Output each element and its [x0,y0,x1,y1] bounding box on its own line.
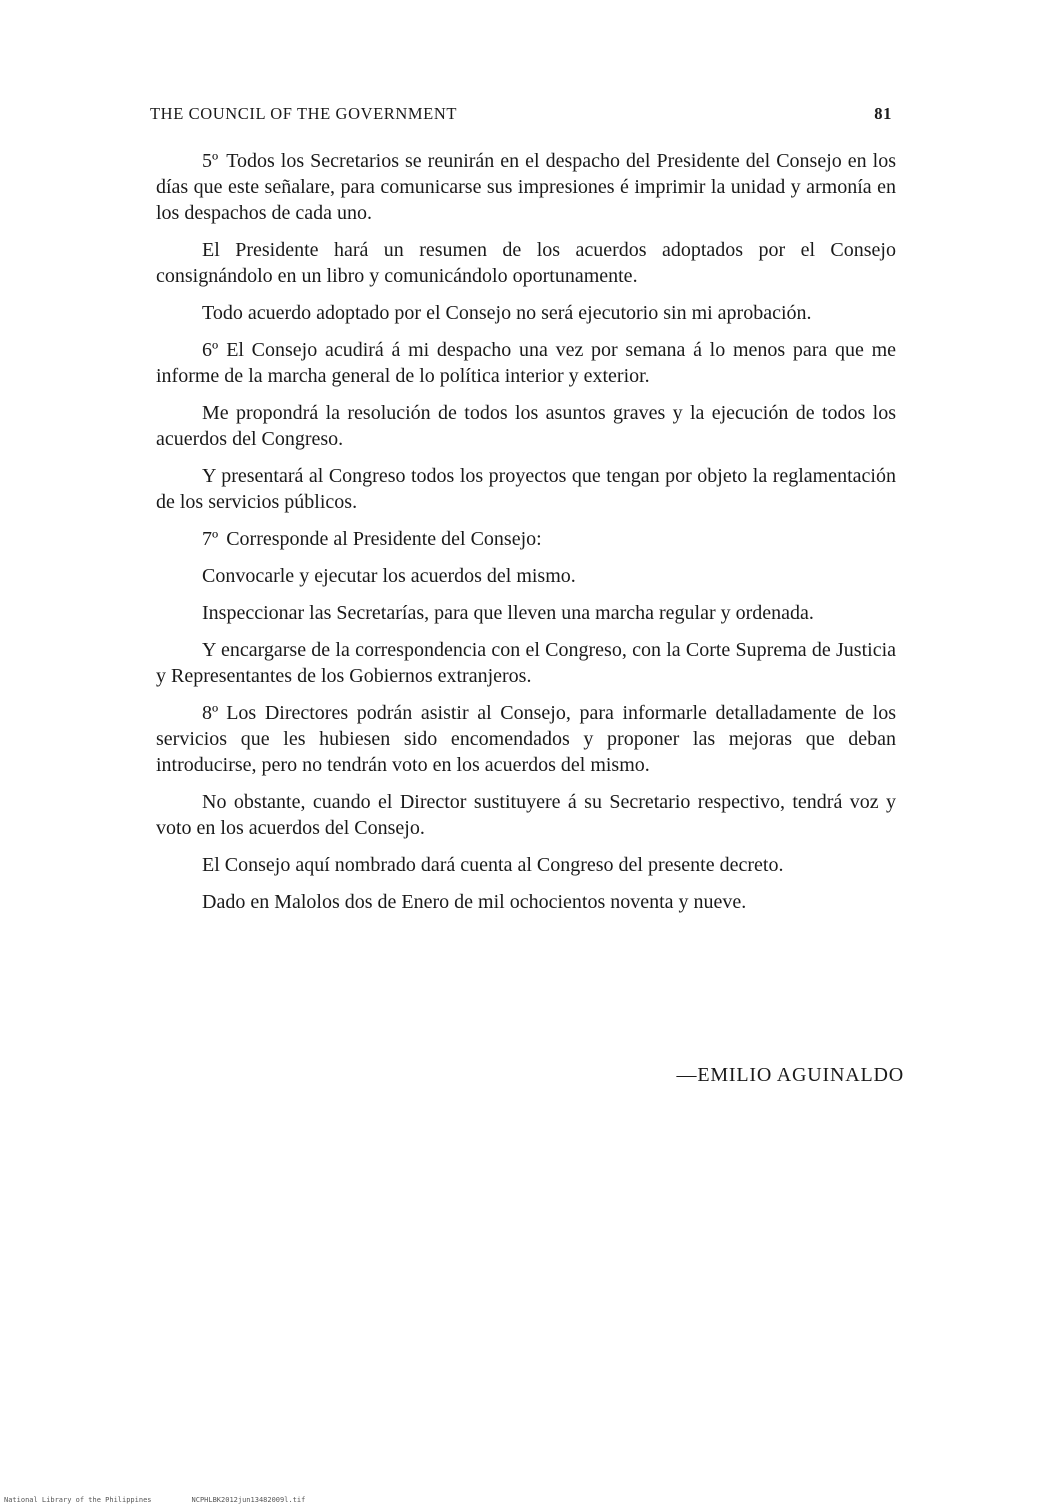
paragraph-text: Convocarle y ejecutar los acuerdos del mismo. [202,565,576,587]
paragraph-text: Y presentará al Congreso todos los proyectos que tengan por objeto la reglamentación de los servicios públicos. [156,465,896,513]
paragraph [156,463,896,515]
paragraph-text: El Presidente hará un resumen de los acuerdos adoptados por el Consejo consignándolo en un libro y comunicándolo oportunamente. [156,239,896,287]
paragraph-art-6 [156,337,896,389]
paragraph-text: Todos los Secretarios se reunirán en el despacho del Presidente del Consejo en los días que este señalare, para comunicarse sus impresiones é imprimir la unidad y armonía en los despachos de cada uno. [156,150,896,224]
paragraph-art-5 [156,148,896,226]
paragraph [156,637,896,689]
signature: —EMILIO AGUINALDO [676,1064,904,1086]
paragraph-text: El Consejo aquí nombrado dará cuenta al Congreso del presente decreto. [202,854,784,876]
body-text [156,148,896,926]
paragraph-text: Dado en Malolos dos de Enero de mil ochocientos noventa y nueve. [202,891,747,913]
article-number: 6º [202,339,219,361]
article-number: 8º [202,702,219,724]
paragraph-text: Me propondrá la resolución de todos los asuntos graves y la ejecución de todos los acuerdos del Congreso. [156,402,896,450]
paragraph-art-8 [156,700,896,778]
page-number: 81 [874,104,892,123]
scan-footer [4,1496,305,1504]
paragraph-dated [156,889,896,915]
paragraph-text: No obstante, cuando el Director sustituyere á su Secretario respectivo, tendrá voz y voto en los acuerdos del Consejo. [156,791,896,839]
article-number: 5º [202,150,219,172]
paragraph [156,400,896,452]
paragraph [156,563,896,589]
paragraph [156,237,896,289]
paragraph-text: Todo acuerdo adoptado por el Consejo no será ejecutorio sin mi aprobación. [202,302,812,324]
library-credit: National Library of the Philippines [4,1496,152,1504]
file-id: NCPHLBK2012jun13482009l.tif [191,1496,306,1504]
paragraph-art-7 [156,526,896,552]
paragraph-text: El Consejo acudirá á mi despacho una vez por semana á lo menos para que me informe de la marcha general de lo política interior y exterior. [156,339,896,387]
paragraph-text: Y encargarse de la correspondencia con el Congreso, con la Corte Suprema de Justicia y Representantes de los Gobiernos extranjeros. [156,639,896,687]
running-title: THE COUNCIL OF THE GOVERNMENT [150,104,458,123]
paragraph [156,300,896,326]
paragraph-text: Inspeccionar las Secretarías, para que lleven una marcha regular y ordenada. [202,602,814,624]
paragraph [156,600,896,626]
paragraph-text: Corresponde al Presidente del Consejo: [226,528,542,550]
paragraph [156,852,896,878]
running-head [150,104,892,130]
article-number: 7º [202,528,219,550]
paragraph-text: Los Directores podrán asistir al Consejo, para informarle detalladamente de los servicios que les hubiesen sido encomendados y proponer las mejoras que deban introducirse, pero no tendrán voto en los acuerdos del mismo. [156,702,896,776]
paragraph [156,789,896,841]
